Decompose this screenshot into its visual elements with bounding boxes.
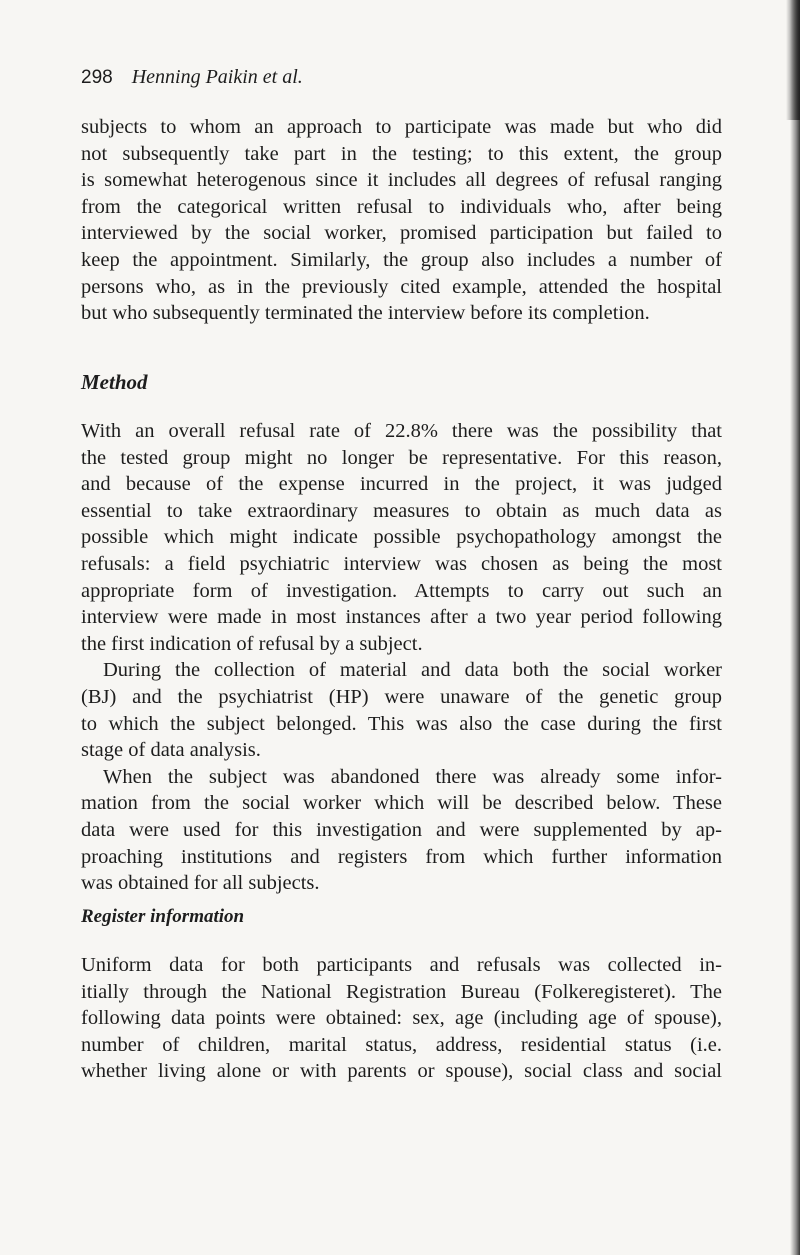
text-line: keep the appointment. Similarly, the group also includes a number of [81, 248, 722, 271]
text-line: data were used for this investigation and were supplemented by ap- [81, 818, 722, 841]
text-line: and because of the expense incurred in the project, it was judged [81, 473, 722, 496]
text-line: whether living alone or with parents or spouse), social class and social [81, 1060, 722, 1083]
text-line: was obtained for all subjects. [81, 872, 320, 895]
text-line: to which the subject belonged. This was also the case during the first [81, 712, 722, 735]
text-line: persons who, as in the previously cited example, attended the hospital [81, 275, 722, 298]
text-line: not subsequently take part in the testing; to this extent, the group [81, 142, 722, 165]
text-line: Uniform data for both participants and refusals was collected in- [81, 954, 722, 976]
text-line: mation from the social worker which will be described below. These [81, 792, 722, 815]
text-line: possible which might indicate possible psychopathology amongst the [81, 526, 722, 549]
text-line: subjects to whom an approach to participate was made but who did [81, 116, 722, 138]
text-line: interview were made in most instances after a two year period following [81, 606, 722, 629]
text-line: During the collection of material and data both the social worker [103, 659, 722, 682]
page-edge-shadow [790, 0, 800, 1255]
text-line: but who subsequently terminated the interview before its completion. [81, 302, 650, 325]
page-edge-shadow-top [786, 0, 800, 120]
text-line: the tested group might no longer be representative. For this reason, [81, 446, 722, 469]
text-line: following data points were obtained: sex, age (including age of spouse), [81, 1007, 722, 1030]
text-line: With an overall refusal rate of 22.8% there was the possibility that [81, 420, 722, 442]
paragraph-register [81, 952, 722, 1085]
page-number: 298 [81, 67, 113, 88]
text-line: (BJ) and the psychiatrist (HP) were unaware of the genetic group [81, 685, 722, 708]
page-header [81, 64, 303, 91]
text-line: itially through the National Registration Bureau (Folkeregisteret). The [81, 980, 722, 1003]
paragraph-intro [81, 114, 722, 327]
text-line: appropriate form of investigation. Attempts to carry out such an [81, 579, 722, 602]
section-heading-register-information: Register information [81, 906, 245, 927]
section-heading-method: Method [81, 370, 148, 394]
text-line: number of children, marital status, address, residential status (i.e. [81, 1033, 722, 1056]
text-line: is somewhat heterogenous since it includes all degrees of refusal ranging [81, 169, 722, 192]
text-line: stage of data analysis. [81, 739, 261, 762]
text-line: When the subject was abandoned there was already some infor- [103, 765, 722, 788]
text-line: interviewed by the social worker, promised participation but failed to [81, 222, 722, 245]
text-line: essential to take extraordinary measures to obtain as much data as [81, 499, 722, 522]
text-line: refusals: a field psychiatric interview was chosen as being the most [81, 552, 722, 575]
paragraph-method [81, 418, 722, 897]
running-head: Henning Paikin et al. [131, 66, 303, 88]
text-line: the first indication of refusal by a subject. [81, 632, 423, 655]
text-line: from the categorical written refusal to individuals who, after being [81, 195, 722, 218]
text-line: proaching institutions and registers from which further information [81, 845, 722, 868]
